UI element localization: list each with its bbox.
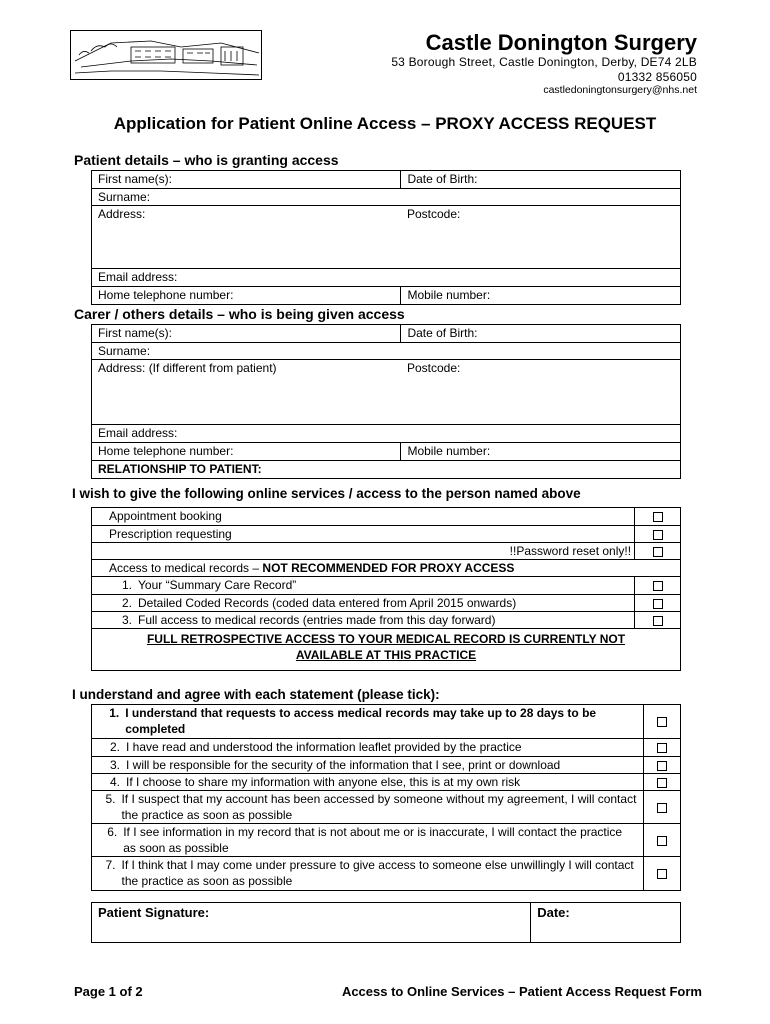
checkbox-icon <box>657 836 667 846</box>
services-section-heading: I wish to give the following online services / access to the person named above <box>72 486 581 501</box>
checkbox-icon <box>657 869 667 879</box>
item-number: 3. <box>121 613 132 627</box>
item-text: I have read and understood the information leaflet provided by the practice <box>126 740 522 754</box>
item-text: Full access to medical records (entries made from this day forward) <box>138 613 496 627</box>
service-record-item <box>92 595 635 612</box>
notice-line: FULL RETROSPECTIVE ACCESS TO YOUR MEDICAL RECORD IS CURRENTLY NOT <box>146 632 626 646</box>
agreement-checkbox[interactable] <box>644 739 681 757</box>
item-text: If I see information in my record that is not about me or is inaccurate, I will contact the practice as soon as possible <box>123 825 623 855</box>
item-text: If I think that I may come under pressure to give access to someone else unwillingly I will contact the practice as soon as possible <box>121 858 634 888</box>
item-text: Detailed Coded Records (coded data entered from April 2015 onwards) <box>138 596 517 610</box>
item-text: If I suspect that my account has been accessed by someone without my agreement, I will contact the practice as soon as possible <box>121 792 637 822</box>
item-text: If I choose to share my information with anyone else, this is at my own risk <box>126 775 521 789</box>
item-number: 2. <box>121 596 132 610</box>
service-appointment-label: Appointment booking <box>92 508 635 526</box>
agreement-item <box>92 824 644 857</box>
service-prescription-label: Prescription requesting <box>92 526 635 543</box>
signature-date-field[interactable]: Date: <box>531 903 681 943</box>
carer-first-name-field[interactable]: First name(s): <box>92 325 401 343</box>
patient-surname-field[interactable]: Surname: <box>92 189 681 206</box>
carer-details-table <box>91 324 681 479</box>
service-record-checkbox[interactable] <box>635 577 681 595</box>
carer-section-heading: Carer / others details – who is being given access <box>74 306 405 322</box>
item-number: 6. <box>107 825 118 839</box>
checkbox-icon <box>657 717 667 727</box>
surgery-address: 53 Borough Street, Castle Donington, Derby, DE74 2LB <box>391 55 697 69</box>
agreement-item <box>92 739 644 757</box>
item-number: 1. <box>121 578 132 592</box>
surgery-email: castledoningtonsurgery@nhs.net <box>543 84 697 96</box>
service-password-reset-checkbox[interactable] <box>635 543 681 560</box>
item-number: 1. <box>109 706 120 720</box>
patient-first-name-field[interactable]: First name(s): <box>92 171 401 189</box>
retrospective-access-notice <box>92 629 681 671</box>
agreement-checkbox[interactable] <box>644 774 681 791</box>
patient-details-table <box>91 170 681 305</box>
patient-dob-field[interactable]: Date of Birth: <box>401 171 681 189</box>
agreement-item <box>92 791 644 824</box>
item-text: I understand that requests to access medical records may take up to 28 days to be completed <box>125 706 597 736</box>
records-not-recommended: NOT RECOMMENDED FOR PROXY ACCESS <box>262 561 515 575</box>
checkbox-icon <box>653 616 663 626</box>
agreement-item <box>92 774 644 791</box>
checkbox-icon <box>657 803 667 813</box>
item-number: 7. <box>105 858 116 872</box>
checkbox-icon <box>653 547 663 557</box>
notice-line: AVAILABLE AT THIS PRACTICE <box>295 648 477 662</box>
carer-surname-field[interactable]: Surname: <box>92 343 681 360</box>
item-number: 2. <box>109 740 120 754</box>
checkbox-icon <box>657 761 667 771</box>
patient-section-heading: Patient details – who is granting access <box>74 152 339 168</box>
agreement-checkbox[interactable] <box>644 757 681 774</box>
item-number: 4. <box>109 775 120 789</box>
signature-table <box>91 902 681 943</box>
service-records-heading <box>92 560 681 577</box>
service-record-item <box>92 577 635 595</box>
carer-email-field[interactable]: Email address: <box>92 425 681 443</box>
carer-dob-field[interactable]: Date of Birth: <box>401 325 681 343</box>
item-number: 3. <box>109 758 120 772</box>
service-password-reset-label: !!Password reset only!! <box>92 543 635 560</box>
service-appointment-checkbox[interactable] <box>635 508 681 526</box>
agreement-checkbox[interactable] <box>644 857 681 891</box>
agreement-item <box>92 757 644 774</box>
patient-postcode-field[interactable]: Postcode: <box>401 206 681 269</box>
agreement-checkbox[interactable] <box>644 705 681 739</box>
agreement-checkbox[interactable] <box>644 791 681 824</box>
checkbox-icon <box>657 778 667 788</box>
agreement-checkbox[interactable] <box>644 824 681 857</box>
agree-section-heading: I understand and agree with each statement (please tick): <box>72 687 440 702</box>
carer-home-tel-field[interactable]: Home telephone number: <box>92 443 401 461</box>
surgery-name: Castle Donington Surgery <box>425 30 697 55</box>
form-title: Application for Patient Online Access – PROXY ACCESS REQUEST <box>113 114 657 133</box>
checkbox-icon <box>653 512 663 522</box>
patient-address-field[interactable]: Address: <box>92 206 401 269</box>
service-record-item <box>92 612 635 629</box>
item-text: I will be responsible for the security of the information that I see, print or download <box>126 758 561 772</box>
checkbox-icon <box>657 743 667 753</box>
checkbox-icon <box>653 581 663 591</box>
records-prefix: Access to medical records – <box>109 561 263 575</box>
page-number: Page 1 of 2 <box>74 984 143 999</box>
surgery-building-sketch-icon <box>71 31 262 80</box>
item-number: 5. <box>105 792 116 806</box>
surgery-logo <box>70 30 262 80</box>
carer-mobile-field[interactable]: Mobile number: <box>401 443 681 461</box>
patient-mobile-field[interactable]: Mobile number: <box>401 287 681 305</box>
checkbox-icon <box>653 599 663 609</box>
services-table <box>91 507 681 671</box>
surgery-phone: 01332 856050 <box>617 70 697 84</box>
item-text: Your “Summary Care Record” <box>138 578 297 592</box>
patient-email-field[interactable]: Email address: <box>92 269 681 287</box>
carer-relationship-field[interactable]: RELATIONSHIP TO PATIENT: <box>92 461 681 479</box>
carer-postcode-field[interactable]: Postcode: <box>401 360 681 425</box>
checkbox-icon <box>653 530 663 540</box>
service-record-checkbox[interactable] <box>635 595 681 612</box>
form-name-footer: Access to Online Services – Patient Access Request Form <box>341 984 702 999</box>
patient-signature-field[interactable]: Patient Signature: <box>92 903 531 943</box>
agreement-item <box>92 857 644 891</box>
agreement-item <box>92 705 644 739</box>
carer-address-field[interactable]: Address: (If different from patient) <box>92 360 401 425</box>
patient-home-tel-field[interactable]: Home telephone number: <box>92 287 401 305</box>
service-record-checkbox[interactable] <box>635 612 681 629</box>
service-prescription-checkbox[interactable] <box>635 526 681 543</box>
agreement-table <box>91 704 681 891</box>
